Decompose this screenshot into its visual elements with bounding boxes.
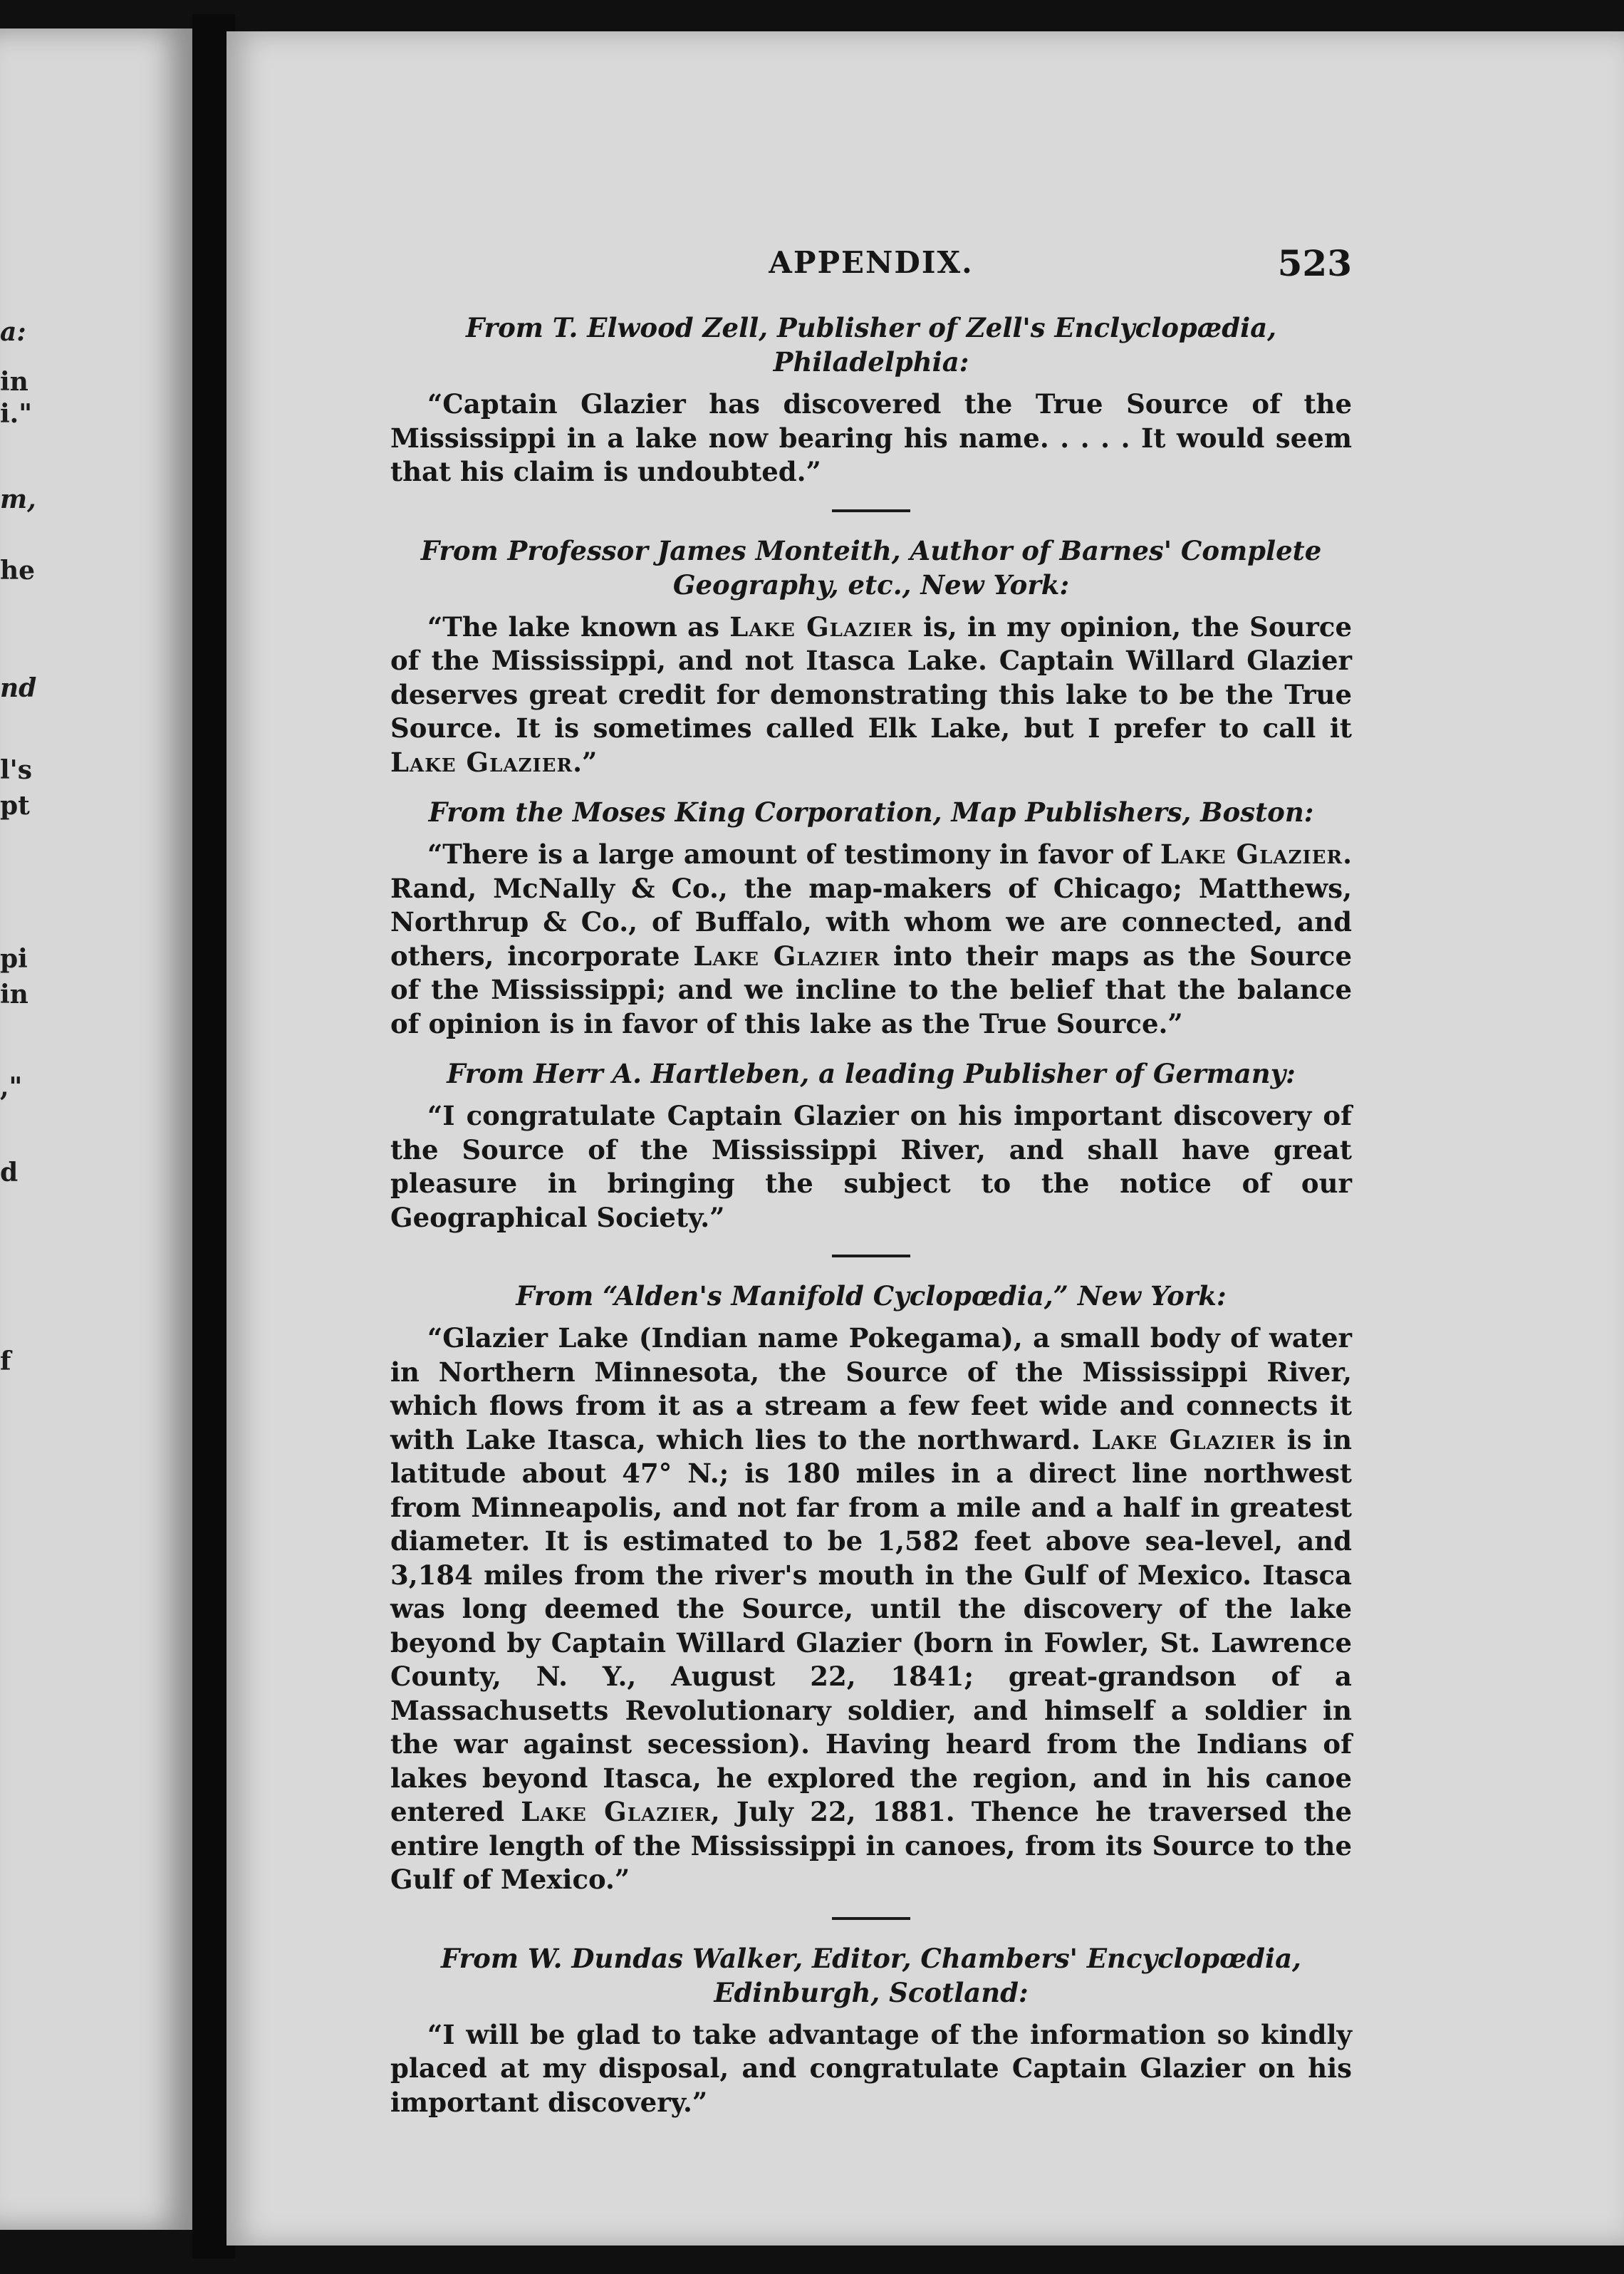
source-line: From W. Dundas Walker, Editor, Chambers' Encyclopœdia, xyxy=(441,1942,1301,1974)
quote-text: “Captain Glazier has discovered the True Source of the Mississippi in a lake now bearing his name. . . . . It would seem that his claim is undoubted.” xyxy=(390,388,1352,487)
testimonial-entry xyxy=(390,795,1352,1041)
previous-page-text-fragment: in xyxy=(0,980,28,1009)
previous-page-text-fragment: a: xyxy=(0,317,26,347)
testimonial-entry xyxy=(390,311,1352,489)
page-number: 523 xyxy=(1277,242,1352,284)
book-page xyxy=(227,31,1624,2246)
quote-text: .” xyxy=(573,746,598,778)
lake-name-small-caps: Lake Glazier xyxy=(693,940,880,972)
lake-name-small-caps: Lake Glazier xyxy=(1160,839,1343,870)
source-line: From the Moses King Corporation, Map Publishers, Boston: xyxy=(428,796,1314,828)
testimonial-quote xyxy=(390,1322,1352,1897)
section-divider-rule xyxy=(832,1255,910,1257)
source-line: From Herr A. Hartleben, a leading Publisher of Germany: xyxy=(447,1058,1296,1089)
testimonial-quote xyxy=(390,1099,1352,1235)
testimonial-entry xyxy=(390,534,1352,780)
running-head: APPENDIX. xyxy=(769,245,974,280)
quote-text: “I congratulate Captain Glazier on his important discovery of the Source of the Mississippi River, and shall have great pleasure in bringing the subject to the notice of our Geographical Society.” xyxy=(390,1100,1352,1233)
quote-text: is in latitude about 47° N.; is 180 miles in a direct line northwest from Minneapolis, and not far from a mile and a half in greatest diameter. It is estimated to be 1,582 feet above sea-level, and 3,184 miles from the river's mouth in the Gulf of Mexico. Itasca was long deemed the Source, until the discovery of the lake beyond by Captain Willard Glazier (born in Fowler, St. Lawrence County, N. Y., August 22, 1841; great-grandson of a Massachusetts Revolutionary soldier, and himself a soldier in the war against secession). Having heard from the Indians of lakes beyond Itasca, he explored the region, and in his canoe entered xyxy=(390,1423,1352,1827)
section-divider-rule xyxy=(832,509,910,512)
source-line: Geography, etc., New York: xyxy=(672,568,1070,601)
testimonial-source xyxy=(405,1056,1338,1091)
previous-page-edge xyxy=(0,28,192,2230)
testimonial-quote xyxy=(390,611,1352,780)
previous-page-text-fragment: nd xyxy=(0,673,37,703)
quote-text: , July 22, 1881. Thence he traversed the entire length of the Mississippi in canoes, from its Source to the Gulf of Mexico.” xyxy=(390,1796,1353,1895)
testimonial-entry xyxy=(390,1056,1352,1235)
lake-name-small-caps: Lake Glazier xyxy=(390,746,573,778)
testimonial-source xyxy=(405,795,1338,829)
testimonial-quote xyxy=(390,388,1352,489)
quote-text: “Glazier Lake (Indian name Pokegama), a small body of water in Northern Minnesota, the Source of the Mississippi River, which flows from it as a stream a few feet wide and connects it with Lake Itasca, which lies to the northward. xyxy=(390,1322,1352,1455)
source-line: Edinburgh, Scotland: xyxy=(714,1976,1029,2008)
previous-page-text-fragment: i." xyxy=(0,399,32,429)
previous-page-text-fragment: pi xyxy=(0,944,28,974)
testimonial-list xyxy=(390,311,1352,2119)
lake-name-small-caps: Lake Glazier xyxy=(729,611,913,643)
previous-page-text-fragment: in xyxy=(0,367,28,397)
quote-text: is, in my opinion, the Source of the Mississippi, and not Itasca Lake. Captain Willard Glazier deserves great credit for demonstrating this lake to be the True Source. It is sometimes called Elk Lake, but I prefer to call it xyxy=(390,611,1352,744)
testimonial-source xyxy=(405,311,1338,379)
quote-text: . Rand, McNally & Co., the map-makers of Chicago; Matthews, Northrup & Co., of Buffalo, with whom we are connected, and others, incorporate xyxy=(390,839,1352,972)
source-line: From “Alden's Manifold Cyclopœdia,” New York: xyxy=(516,1280,1227,1312)
testimonial-entry xyxy=(390,1279,1352,1897)
testimonial-quote xyxy=(390,838,1352,1041)
testimonial-source xyxy=(405,534,1338,602)
testimonial-source xyxy=(405,1279,1338,1313)
source-line: From Professor James Monteith, Author of Barnes' Complete xyxy=(420,534,1322,566)
lake-name-small-caps: Lake Glazier xyxy=(1091,1423,1276,1455)
previous-page-text-fragment: ," xyxy=(0,1072,23,1102)
source-line: Philadelphia: xyxy=(773,346,969,378)
quote-text: “There is a large amount of testimony in favor of xyxy=(427,839,1160,870)
page-header xyxy=(390,242,1352,295)
previous-page-text-fragment: l's xyxy=(0,755,32,785)
section-divider-rule xyxy=(832,1917,910,1920)
previous-page-text-fragment: d xyxy=(0,1158,19,1188)
previous-page-text-fragment: pt xyxy=(0,791,30,821)
lake-name-small-caps: Lake Glazier xyxy=(521,1796,711,1827)
testimonial-quote xyxy=(390,2018,1352,2120)
page-content xyxy=(390,242,1353,2119)
quote-text: “I will be glad to take advantage of the information so kindly placed at my disposal, and congratulate Captain Glazier on his important discovery.” xyxy=(390,2018,1352,2118)
source-line: From T. Elwood Zell, Publisher of Zell's Enclyclopædia, xyxy=(465,312,1277,343)
testimonial-entry xyxy=(390,1941,1352,2120)
previous-page-text-fragment: m, xyxy=(0,484,36,514)
testimonial-source xyxy=(405,1941,1338,2010)
quote-text: “The lake known as xyxy=(427,611,730,643)
previous-page-text-fragment: f xyxy=(0,1346,11,1376)
quote-text: into their maps as the Source of the Mississippi; and we incline to the belief that the balance of opinion is in favor of this lake as the True Source.” xyxy=(390,940,1352,1039)
previous-page-text-fragment: he xyxy=(0,556,36,586)
